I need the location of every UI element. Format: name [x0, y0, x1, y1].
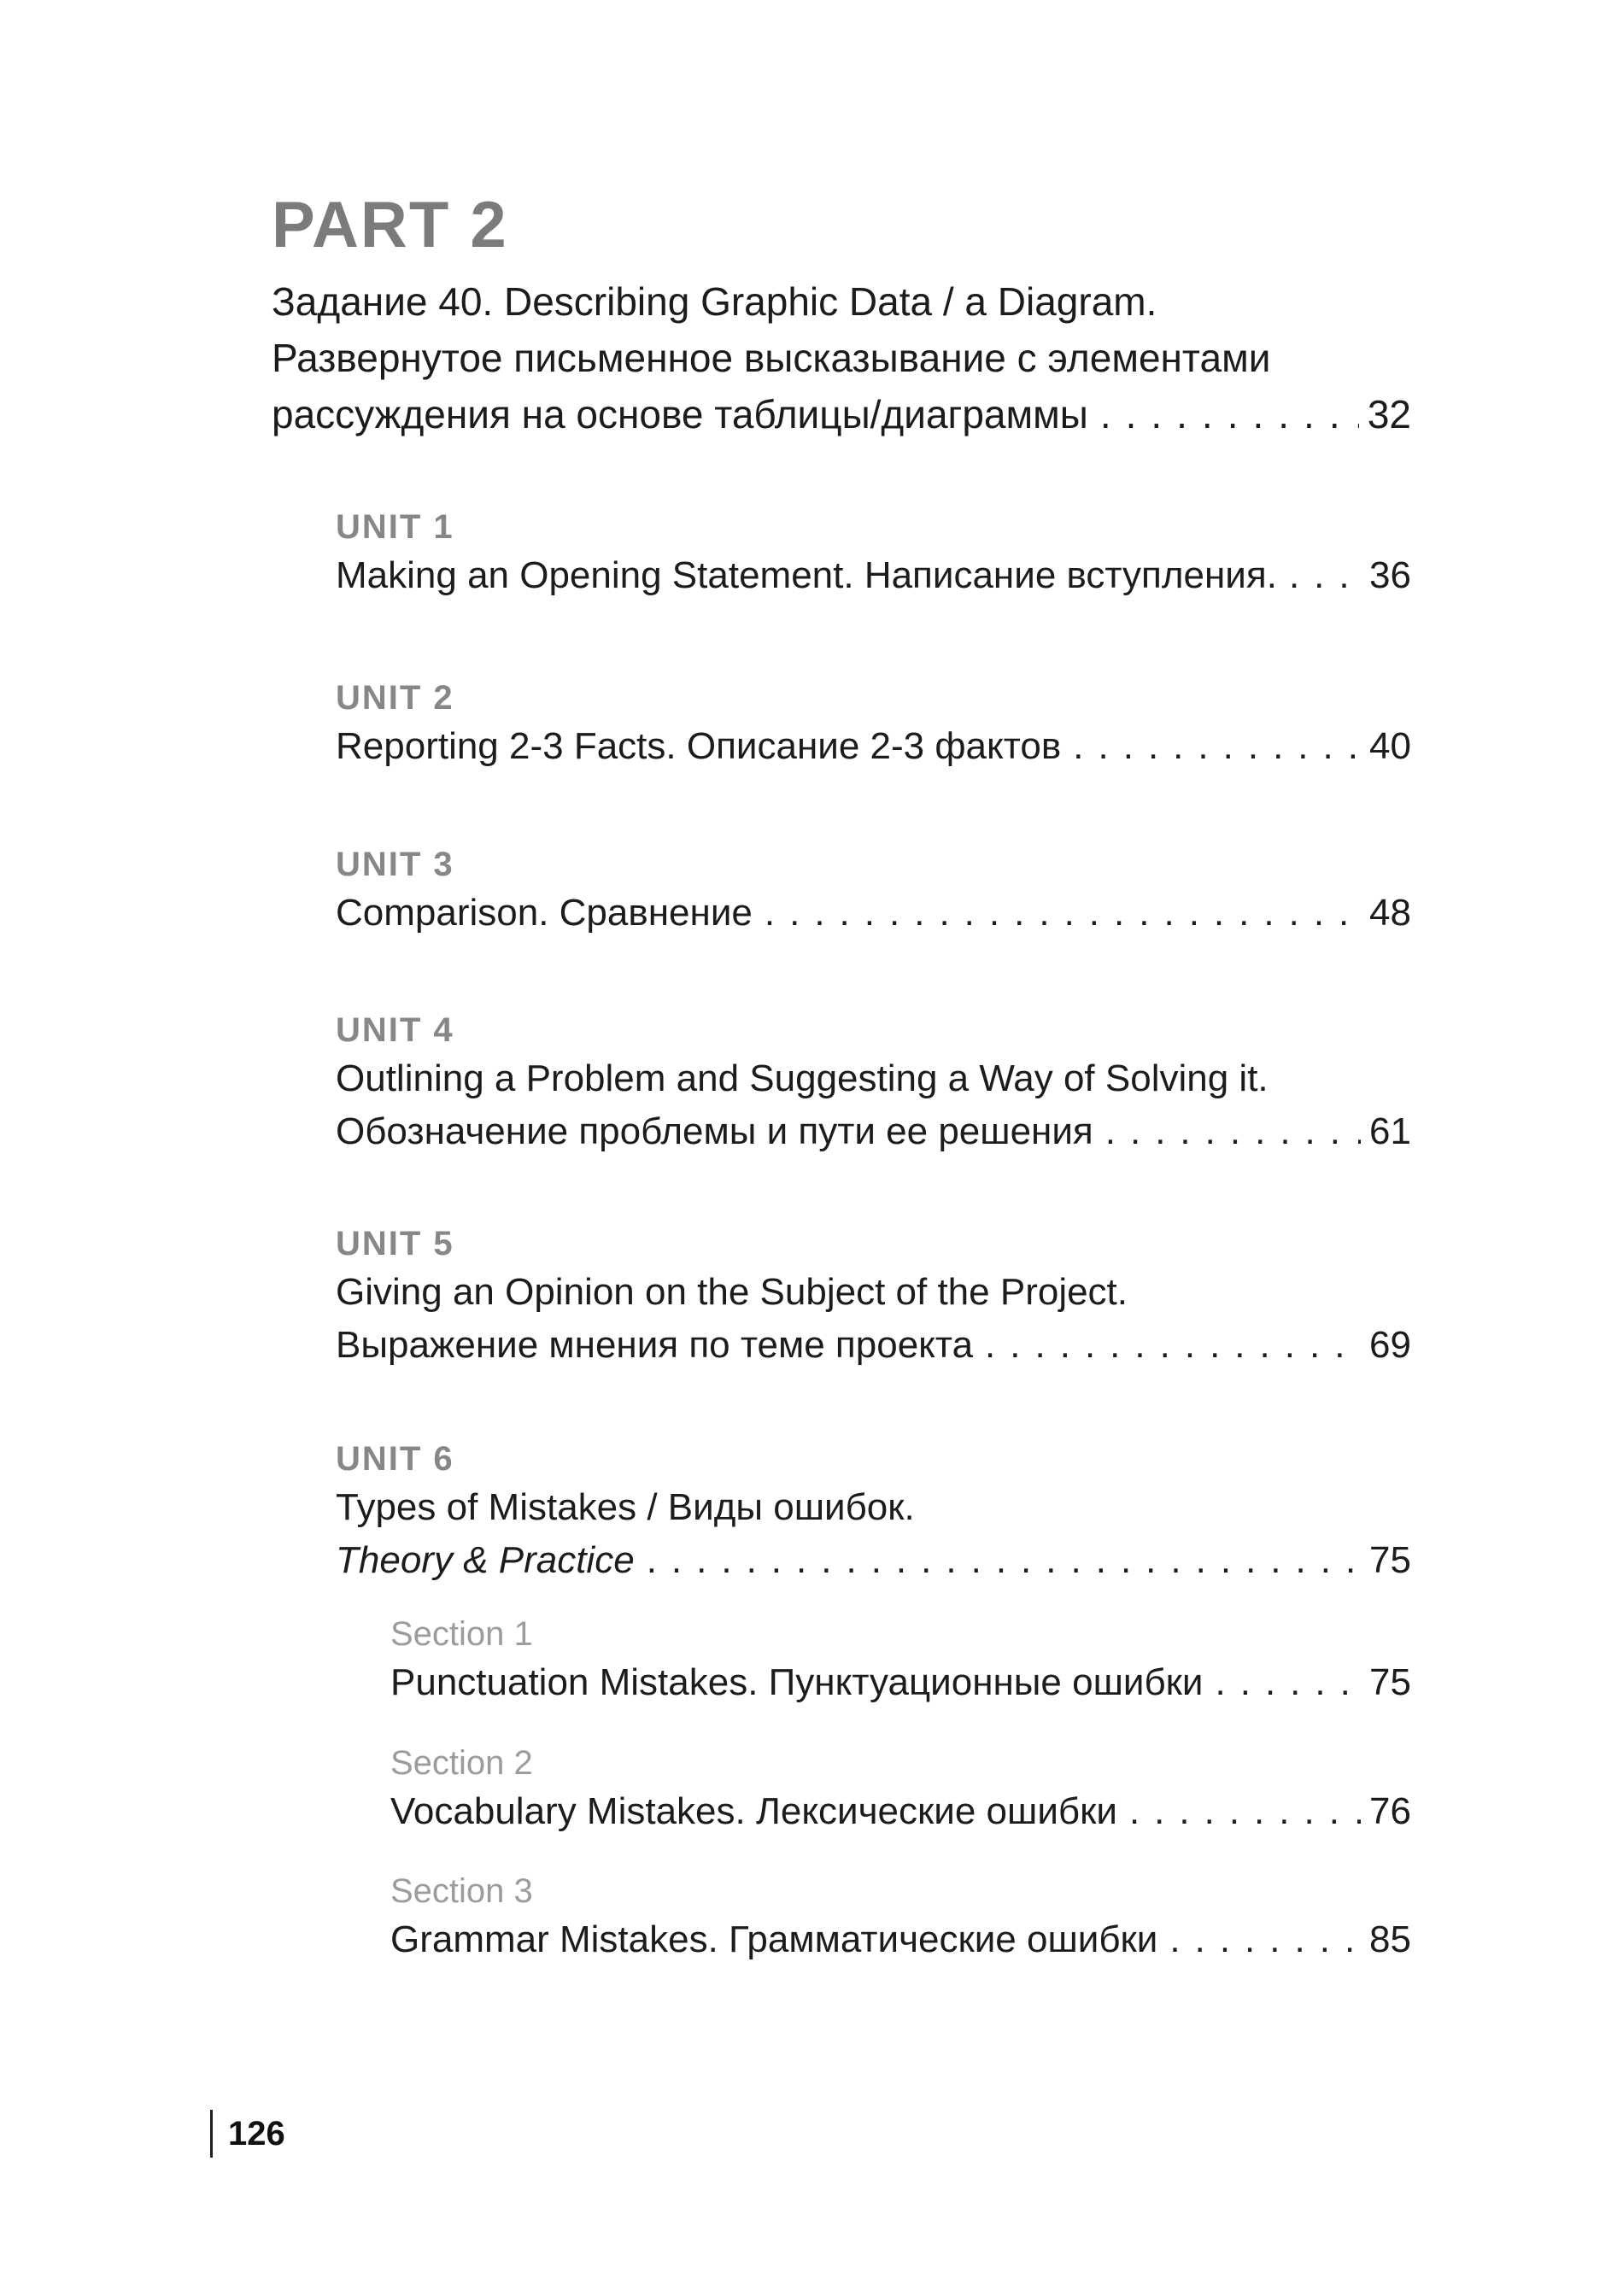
dot-leader — [1073, 720, 1361, 773]
page-ref: 75 — [1369, 1539, 1411, 1581]
page-ref: 40 — [1369, 725, 1411, 767]
toc-entry-section-1 — [390, 1612, 1411, 1709]
unit-4-label: UNIT 4 — [336, 1011, 454, 1049]
toc-entry-unit-1 — [336, 505, 1411, 602]
toc-entry-unit-3 — [336, 842, 1411, 940]
dot-leader — [1105, 1105, 1361, 1158]
entry-text: рассуждения на основе таблицы/диаграммы — [272, 392, 1088, 436]
entry-text-line-1: Задание 40. Describing Graphic Data / a Diagram. — [272, 279, 1157, 324]
unit-5-label: UNIT 5 — [336, 1225, 454, 1262]
toc-entry-task-40 — [272, 273, 1411, 442]
section-1-label: Section 1 — [390, 1615, 533, 1653]
entry-text: Reporting 2-3 Facts. Описание 2-3 фактов — [336, 725, 1062, 767]
toc-entry-section-2 — [390, 1741, 1411, 1838]
toc-entry-unit-6 — [336, 1437, 1411, 1587]
entry-last-line — [390, 1913, 1411, 1966]
entry-last-line — [336, 887, 1411, 940]
entry-last-line — [336, 549, 1411, 602]
entry-text: Обозначение проблемы и пути ее решения — [336, 1110, 1093, 1152]
entry-text: Making an Opening Statement. Написание вступления. — [336, 554, 1277, 596]
page-ref: 48 — [1369, 892, 1411, 934]
entry-text-line-1: Giving an Opinion on the Subject of the Project. — [336, 1271, 1128, 1313]
dot-leader — [1216, 1656, 1362, 1709]
entry-text: Grammar Mistakes. Грамматические ошибки — [390, 1918, 1158, 1960]
section-3-label: Section 3 — [390, 1872, 533, 1910]
entry-text: Comparison. Сравнение — [336, 892, 753, 934]
page-ref: 69 — [1369, 1324, 1411, 1366]
footer-page-number: 126 — [228, 2114, 285, 2152]
entry-text: Vocabulary Mistakes. Лексические ошибки — [390, 1790, 1117, 1832]
page-ref: 61 — [1369, 1110, 1411, 1152]
entry-text-line-2: Развернутое письменное высказывание с элементами — [272, 336, 1271, 380]
entry-text-line-1: Outlining a Problem and Suggesting a Way of Solving it. — [336, 1057, 1269, 1099]
entry-text-italic: Theory & Practice — [336, 1539, 635, 1581]
entry-last-line — [390, 1656, 1411, 1709]
toc-entry-section-3 — [390, 1869, 1411, 1966]
toc-entry-unit-5 — [336, 1221, 1411, 1372]
page-ref: 75 — [1369, 1661, 1411, 1703]
toc-entry-unit-2 — [336, 676, 1411, 773]
unit-3-label: UNIT 3 — [336, 846, 454, 883]
page-ref: 32 — [1367, 392, 1411, 436]
toc-entry-unit-4 — [336, 1008, 1411, 1158]
dot-leader — [647, 1534, 1361, 1587]
entry-last-line — [336, 1319, 1411, 1372]
unit-2-label: UNIT 2 — [336, 679, 454, 717]
entry-last-line — [272, 386, 1411, 442]
footer-rule — [210, 2110, 213, 2158]
unit-1-label: UNIT 1 — [336, 508, 454, 546]
section-2-label: Section 2 — [390, 1744, 533, 1782]
entry-last-line — [336, 720, 1411, 773]
entry-last-line — [390, 1785, 1411, 1838]
dot-leader — [1169, 1913, 1361, 1966]
entry-text: Punctuation Mistakes. Пунктуационные ошибки — [390, 1661, 1204, 1703]
page-ref: 85 — [1369, 1918, 1411, 1960]
entry-last-line — [336, 1105, 1411, 1158]
part-heading: PART 2 — [272, 189, 508, 261]
unit-6-label: UNIT 6 — [336, 1440, 454, 1478]
page-ref: 76 — [1369, 1790, 1411, 1832]
page-ref: 36 — [1369, 554, 1411, 596]
dot-leader — [985, 1319, 1361, 1372]
page-number-footer — [210, 2110, 285, 2158]
entry-last-line — [336, 1534, 1411, 1587]
dot-leader — [1289, 549, 1361, 602]
dot-leader — [1100, 386, 1359, 442]
dot-leader — [1129, 1785, 1361, 1838]
entry-text-line-1: Types of Mistakes / Виды ошибок. — [336, 1486, 915, 1528]
dot-leader — [765, 887, 1361, 940]
entry-text: Выражение мнения по теме проекта — [336, 1324, 974, 1366]
